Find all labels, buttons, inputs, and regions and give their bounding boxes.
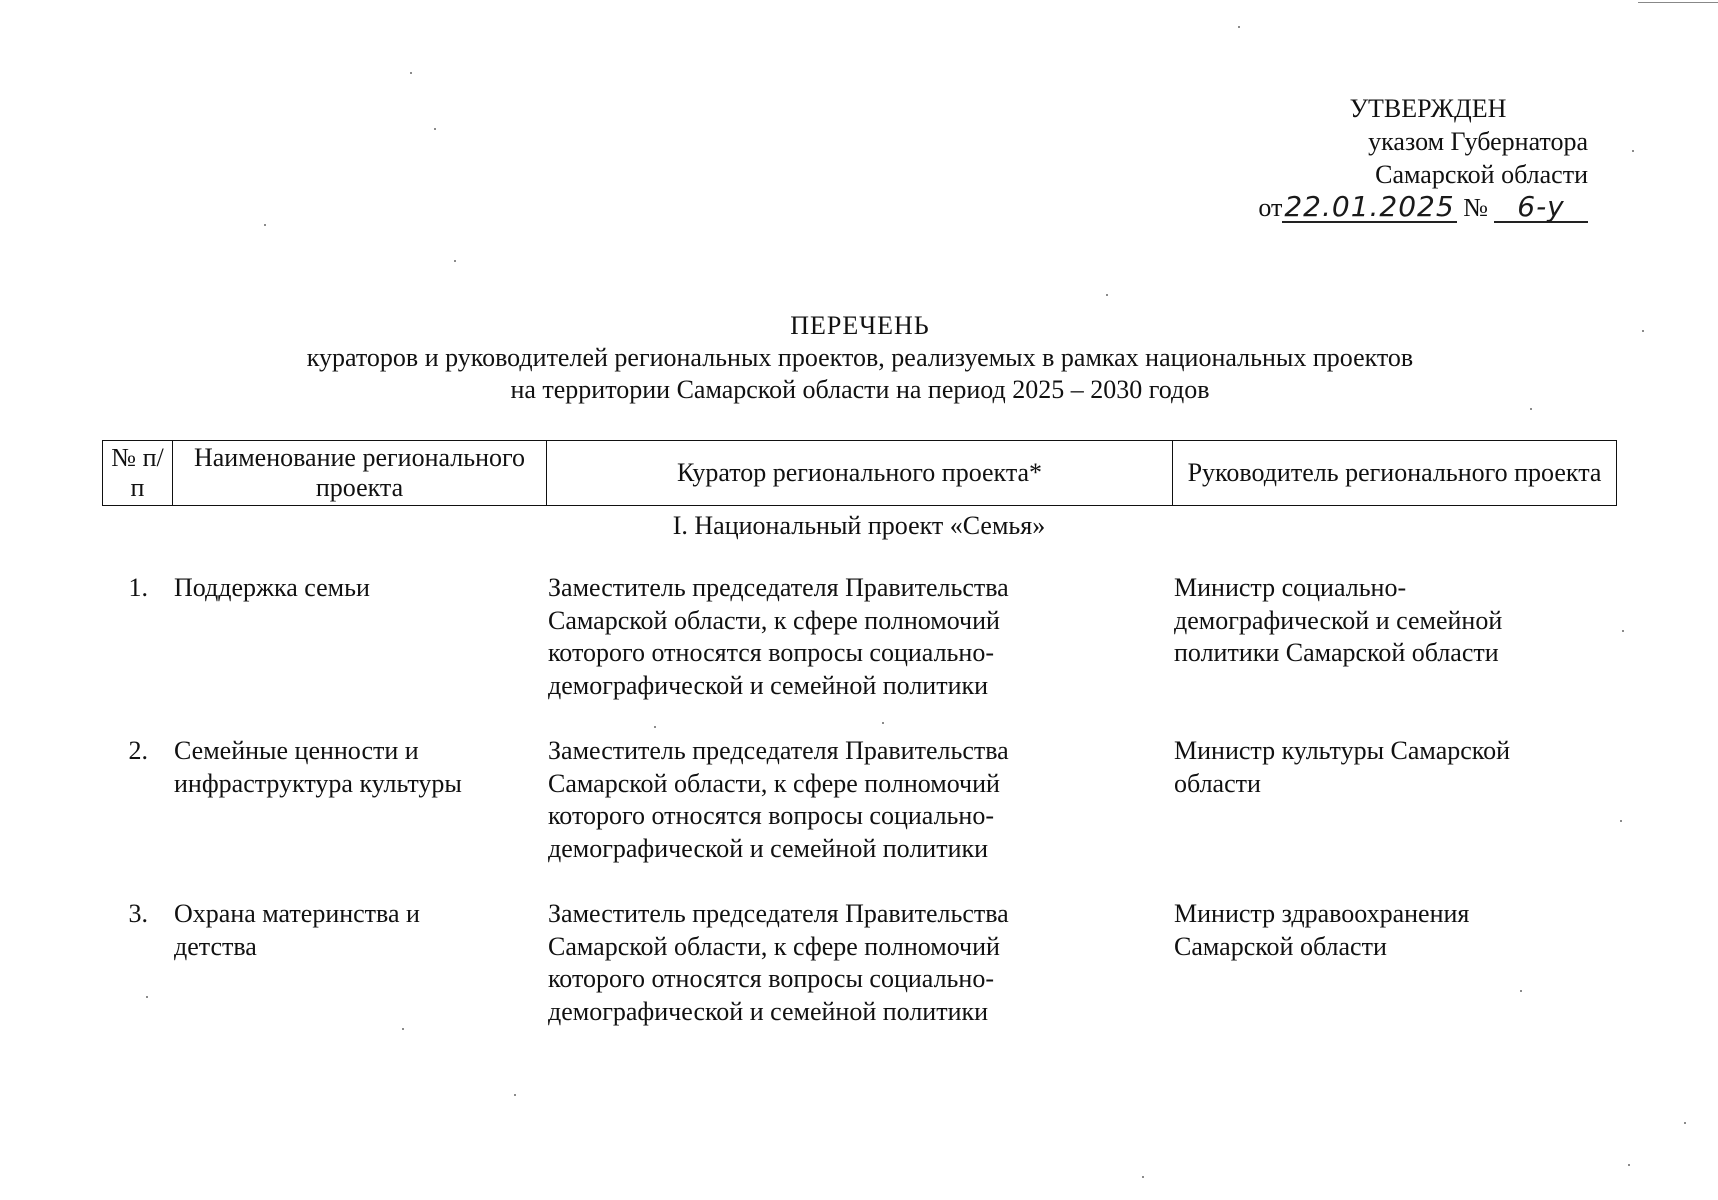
approval-region: Самарской области	[1375, 160, 1588, 189]
scan-edge-line	[1638, 2, 1718, 3]
header-cell-project-name: Наименование регионального проекта	[173, 441, 547, 506]
scan-speck	[146, 996, 148, 998]
row-number: 3.	[128, 899, 148, 928]
project-name: Охрана материнства и детства	[174, 899, 420, 961]
date-prefix: от	[1258, 193, 1283, 222]
scan-speck	[454, 260, 456, 262]
scan-speck	[1632, 150, 1634, 152]
table-row	[102, 735, 1616, 865]
project-head: Министр социально- демографической и семейной политики Самарской области	[1174, 573, 1503, 667]
project-curator: Заместитель председателя Правительства Самарской области, к сфере полномочий которого относятся вопросы социально- демографической и семейной политики	[548, 573, 1009, 700]
document-subtitle-line-2: на территории Самарской области на период 2025 – 2030 годов	[510, 375, 1210, 404]
row-number: 1.	[128, 573, 148, 602]
row-number: 2.	[128, 736, 148, 765]
table-body	[102, 572, 1616, 1061]
scan-speck	[1684, 1122, 1686, 1124]
table-header	[102, 440, 1617, 506]
scan-speck	[1530, 408, 1532, 410]
scan-speck	[264, 224, 266, 226]
scan-speck	[1142, 1176, 1144, 1178]
approval-date-line	[1228, 191, 1588, 224]
scan-speck	[882, 722, 884, 724]
scan-speck	[402, 1028, 404, 1030]
approval-block	[1228, 92, 1588, 224]
handwritten-date: 22.01.2025	[1284, 190, 1455, 223]
scan-speck	[434, 128, 436, 130]
header-cell-head: Руководитель регионального проекта	[1173, 441, 1617, 506]
scan-speck	[1620, 820, 1622, 822]
project-name: Семейные ценности и инфраструктура культуры	[174, 736, 462, 798]
section-heading: I. Национальный проект «Семья»	[672, 511, 1046, 540]
scan-speck	[654, 726, 656, 728]
approval-status: УТВЕРЖДЕН	[1349, 94, 1507, 123]
document-subtitle-line-1: кураторов и руководителей региональных проектов, реализуемых в рамках национальных проектов	[306, 343, 1414, 372]
header-cell-curator: Куратор регионального проекта*	[547, 441, 1173, 506]
approval-authority: указом Губернатора	[1368, 127, 1588, 156]
number-prefix: №	[1463, 193, 1488, 222]
table-row	[102, 898, 1616, 1028]
scan-speck	[1238, 26, 1240, 28]
scan-speck	[1106, 294, 1108, 296]
handwritten-number: 6-у	[1494, 193, 1588, 223]
scan-speck	[514, 1094, 516, 1096]
table-row	[102, 572, 1616, 702]
project-curator: Заместитель председателя Правительства Самарской области, к сфере полномочий которого относятся вопросы социально- демографической и семейной политики	[548, 736, 1009, 863]
header-cell-number: № п/п	[103, 441, 173, 506]
document-title-block	[100, 310, 1620, 406]
scan-speck	[1628, 1164, 1630, 1166]
scan-speck	[1642, 330, 1644, 332]
project-name: Поддержка семьи	[174, 573, 370, 602]
document-title: ПЕРЕЧЕНЬ	[790, 311, 930, 340]
project-head: Министр культуры Самарской области	[1174, 736, 1510, 798]
scan-speck	[410, 72, 412, 74]
scan-speck	[1622, 630, 1624, 632]
project-head: Министр здравоохранения Самарской области	[1174, 899, 1470, 961]
scan-speck	[1520, 990, 1522, 992]
project-curator: Заместитель председателя Правительства Самарской области, к сфере полномочий которого относятся вопросы социально- демографической и семейной политики	[548, 899, 1009, 1026]
